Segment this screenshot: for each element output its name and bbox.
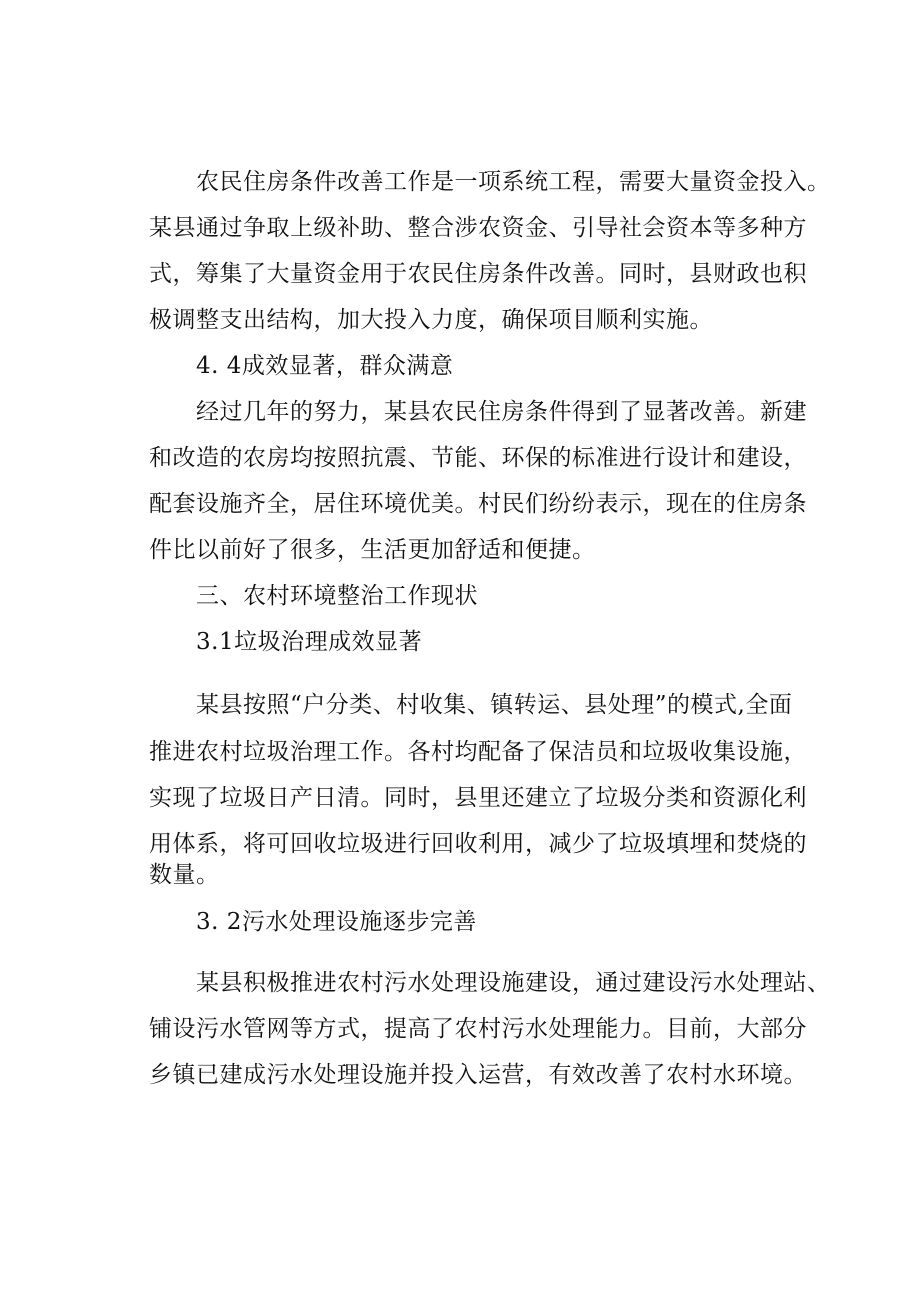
- paragraph-3-line-3: 实现了垃圾日产日清。同时，县里还建立了垃圾分类和资源化利: [149, 785, 807, 811]
- paragraph-4-line-2: 铺设污水管网等方式，提高了农村污水处理能力。目前，大部分: [149, 1016, 807, 1042]
- paragraph-3-line-1: 某县按照“户分类、村收集、镇转运、县处理”的模式,全面: [196, 692, 793, 718]
- paragraph-2-line-1: 经过几年的努力，某县农民住房条件得到了显著改善。新建: [196, 399, 807, 425]
- paragraph-1-line-2: 某县通过争取上级补助、整合涉农资金、引导社会资本等多种方: [149, 215, 807, 241]
- paragraph-1-line-1: 农民住房条件改善工作是一项系统工程，需要大量资金投入。: [196, 169, 831, 195]
- paragraph-2-line-3: 配套设施齐全，居住环境优美。村民们纷纷表示，现在的住房条: [149, 491, 807, 517]
- paragraph-1-line-4: 极调整支出结构，加大投入力度，确保项目顺利实施。: [149, 307, 713, 333]
- paragraph-3-line-5: 数量。: [149, 862, 220, 888]
- paragraph-2-line-4: 件比以前好了很多，生活更加舒适和便捷。: [149, 537, 596, 563]
- subheading-3-2: 3. 2污水处理设施逐步完善: [196, 909, 477, 935]
- paragraph-2-line-2: 和改造的农房均按照抗震、节能、环保的标准进行设计和建设，: [149, 445, 807, 471]
- subheading-3-1: 3.1垃圾治理成效显著: [196, 629, 423, 655]
- paragraph-4-line-3: 乡镇已建成污水处理设施并投入运营，有效改善了农村水环境。: [149, 1062, 807, 1088]
- subheading-4-4: 4. 4成效显著，群众满意: [196, 353, 454, 379]
- paragraph-1-line-3: 式，筹集了大量资金用于农民住房条件改善。同时，县财政也积: [149, 261, 807, 287]
- section-heading-3: 三、农村环境整治工作现状: [196, 583, 478, 609]
- paragraph-3-line-4: 用体系，将可回收垃圾进行回收利用，减少了垃圾填埋和焚烧的: [149, 831, 807, 857]
- paragraph-3-line-2: 推进农村垃圾治理工作。各村均配备了保洁员和垃圾收集设施，: [149, 739, 807, 765]
- paragraph-4-line-1: 某县积极推进农村污水处理设施建设，通过建设污水处理站、: [196, 970, 831, 996]
